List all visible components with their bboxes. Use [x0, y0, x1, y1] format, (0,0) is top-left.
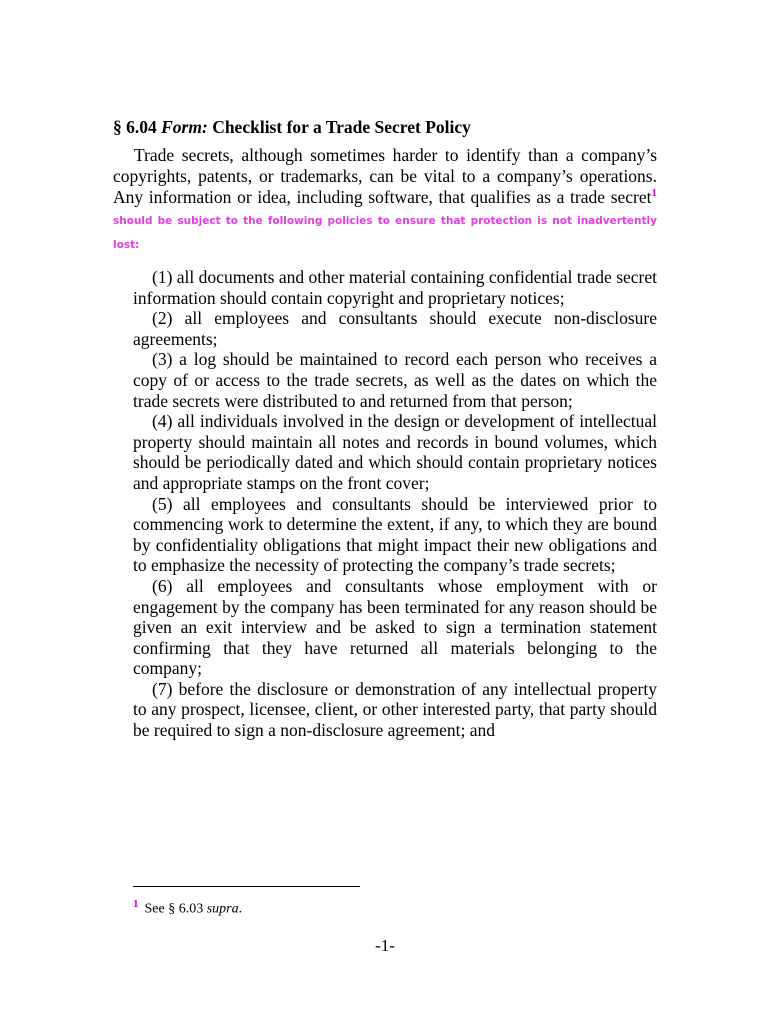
footnote [133, 898, 242, 918]
intro-text: Trade secrets, although sometimes harder to identify than a company’s copyrights, patents, or trademarks, can be vital to a company’s operations. Any information or idea, including software, that qualifies as a trade secret [113, 145, 657, 207]
page-number: -1- [375, 936, 395, 955]
form-label: Form: [161, 117, 208, 137]
checklist-item: (5) all employees and consultants should be interviewed prior to commencing work to determine the extent, if any, to which they are bound by confidentiality obligations that might impact their new obligations and to emphasize the necessity of protecting the company’s trade secrets; [133, 493, 657, 576]
footnote-number: 1 [133, 898, 139, 910]
checklist-item: (3) a log should be maintained to record each person who receives a copy of or access to the trade secrets, as well as the dates on which the trade secrets were distributed to and returned from that person; [133, 349, 657, 411]
footnote-reference[interactable]: 1 [651, 187, 657, 200]
intro-paragraph [113, 145, 657, 256]
footnote-period: . [238, 901, 243, 917]
footnote-divider [133, 886, 360, 887]
checklist-item: (7) before the disclosure or demonstration of any intellectual property to any prospect, licensee, client, or other interested party, that party should be required to sign a non-disclosure agreement; and [133, 678, 657, 741]
section-heading [113, 117, 471, 138]
checklist-item: (4) all individuals involved in the design or development of intellectual property should maintain all notes and records in bound volumes, which should be periodically dated and which should contain proprietary notices and appropriate stamps on the front cover; [133, 411, 657, 493]
section-title: Checklist for a Trade Secret Policy [212, 117, 471, 137]
footnote-supra: supra [206, 901, 239, 917]
checklist-item: (1) all documents and other material containing confidential trade secret information should contain copyright and proprietary notices; [133, 267, 657, 308]
section-number: § 6.04 [113, 117, 157, 137]
checklist-item: (6) all employees and consultants whose employment with or engagement by the company has been terminated for any reason should be given an exit interview and be asked to sign a termination statement confirming that they have returned all materials belonging to the company; [133, 575, 657, 679]
checklist-item: (2) all employees and consultants should execute non-disclosure agreements; [133, 308, 657, 349]
footnote-text: See § 6.03 [144, 901, 204, 917]
intro-continuation: should be subject to the following policies to ensure that protection is not inadvertently lost: [113, 215, 657, 251]
checklist [133, 267, 657, 741]
